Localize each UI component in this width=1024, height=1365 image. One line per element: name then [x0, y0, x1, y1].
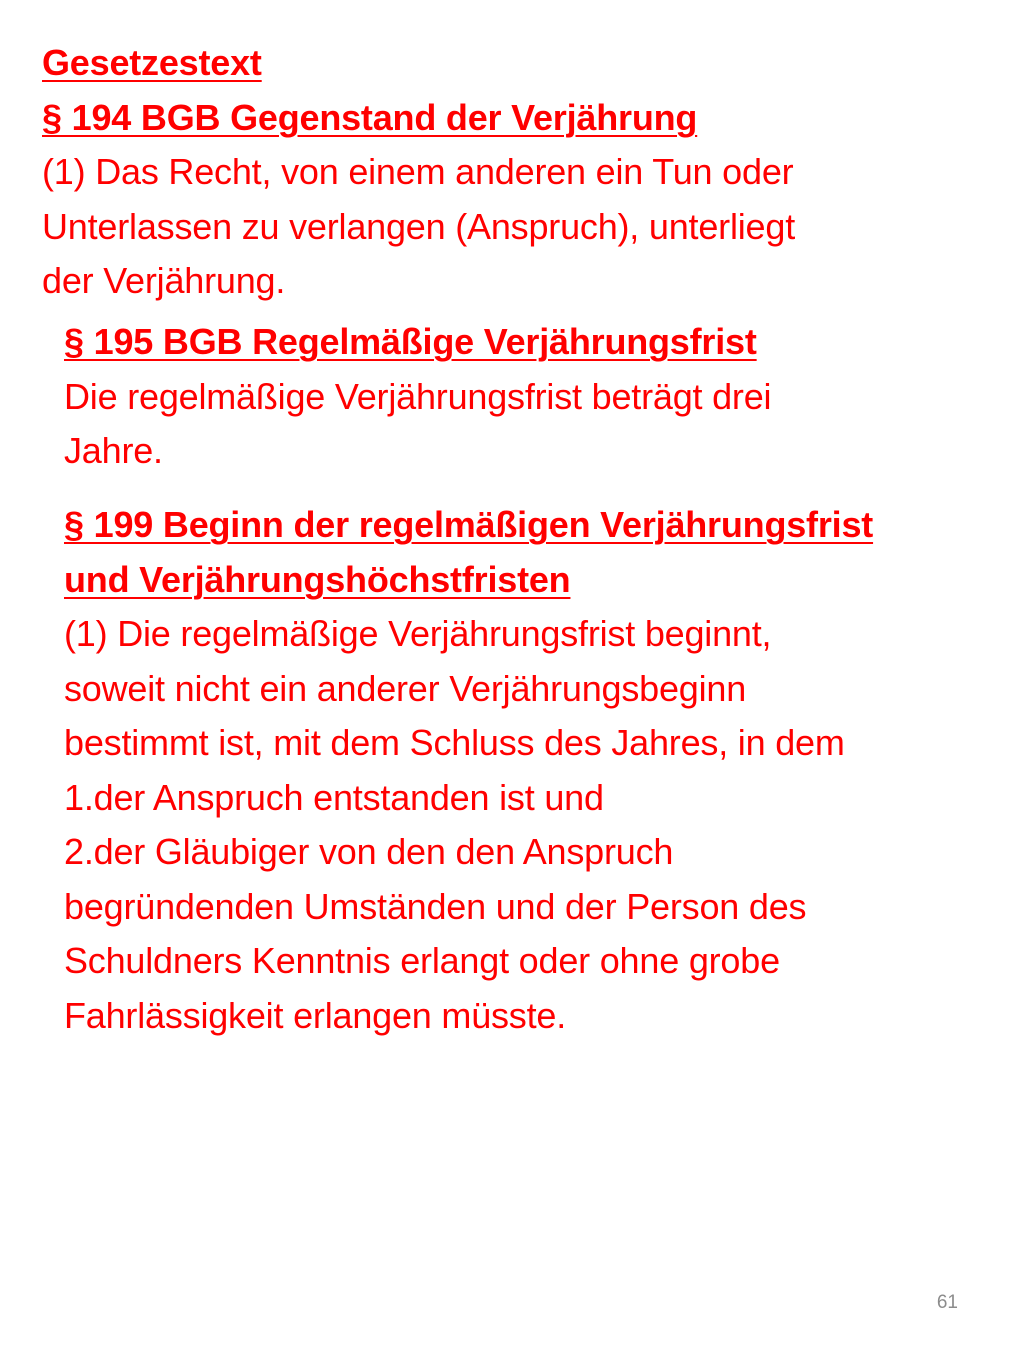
section-199-text-line: bestimmt ist, mit dem Schluss des Jahres, in dem	[64, 722, 845, 763]
section-199-text-line: Fahrlässigkeit erlangen müsste.	[64, 994, 567, 1036]
section-195-text-line: Die regelmäßige Verjährungsfrist beträgt drei	[64, 375, 772, 417]
section-199-text-line: begründenden Umständen und der Person des	[64, 885, 807, 927]
page-number: 61	[936, 1292, 958, 1313]
section-199	[64, 498, 873, 1043]
section-194	[42, 36, 795, 309]
section-199-text-line: soweit nicht ein anderer Verjährungsbeginn	[64, 667, 747, 709]
section-195-heading: § 195 BGB Regelmäßige Verjährungsfrist	[64, 321, 757, 362]
section-195	[64, 315, 771, 479]
section-199-text-line: Schuldners Kenntnis erlangt oder ohne grobe	[64, 940, 780, 981]
section-194-heading: § 194 BGB Gegenstand der Verjährung	[42, 96, 698, 138]
section-199-list-item: 1.der Anspruch entstanden ist und	[64, 776, 604, 818]
section-195-text-line: Jahre.	[64, 430, 163, 471]
section-199-heading-line: und Verjährungshöchstfristen	[64, 558, 571, 600]
section-194-text-line: Unterlassen zu verlangen (Anspruch), unterliegt	[42, 205, 795, 247]
section-199-heading-line: § 199 Beginn der regelmäßigen Verjährungsfrist	[64, 504, 874, 545]
section-199-text-line: (1) Die regelmäßige Verjährungsfrist beginnt,	[64, 613, 772, 654]
section-194-text-line: der Verjährung.	[42, 260, 286, 301]
section-199-list-item: 2.der Gläubiger von den den Anspruch	[64, 831, 674, 872]
section-194-text-line: (1) Das Recht, von einem anderen ein Tun oder	[42, 151, 794, 192]
document-title: Gesetzestext	[42, 42, 262, 83]
